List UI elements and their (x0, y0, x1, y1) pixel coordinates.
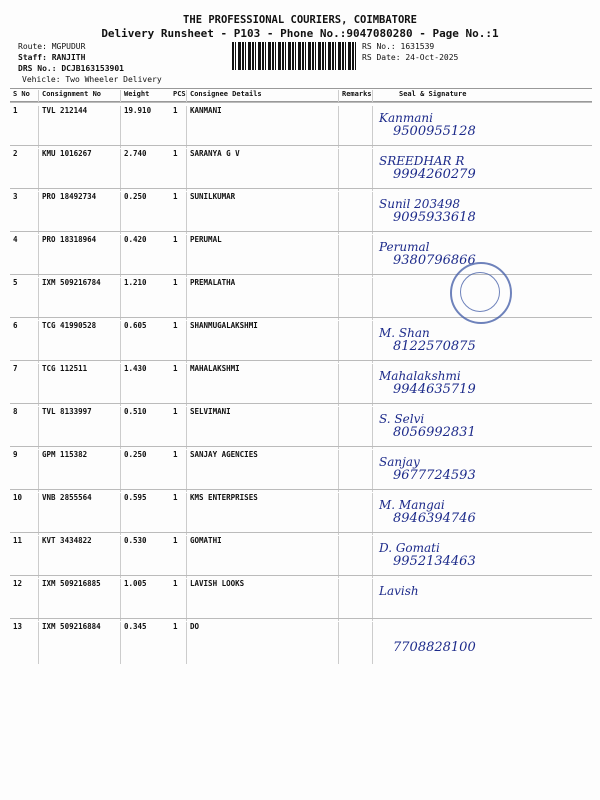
signature-cell (372, 106, 592, 148)
remarks (338, 149, 372, 191)
consignment-no: PRO 18318964 (38, 235, 120, 277)
signature-cell (372, 407, 592, 449)
handwritten-signature (379, 198, 476, 224)
consignment-no: IXM 509216884 (38, 622, 120, 664)
remarks (338, 536, 372, 578)
remarks (338, 450, 372, 492)
sno: 1 (13, 106, 18, 115)
consignee-name: GOMATHI (186, 536, 338, 578)
weight: 0.250 (120, 450, 170, 492)
signature-name: Perumal (379, 240, 430, 254)
route: Route: MGPUDUR (18, 42, 86, 51)
sno: 9 (13, 450, 18, 459)
handwritten-signature (379, 155, 476, 181)
signature-cell (372, 364, 592, 406)
consignee-name: PERUMAL (186, 235, 338, 277)
table-row (10, 446, 592, 489)
sno: 3 (13, 192, 18, 201)
signature-phone: 9095933618 (393, 210, 476, 225)
signature-name: Sunil 203498 (379, 197, 460, 211)
pcs: 1 (173, 407, 178, 416)
weight: 0.530 (120, 536, 170, 578)
consignee-name: KMS ENTERPRISES (186, 493, 338, 535)
handwritten-signature (379, 284, 393, 310)
signature-name: M. Shan (379, 326, 430, 340)
col-consignee: Consignee Details (186, 90, 338, 102)
signature-name: Sanjay (379, 455, 420, 469)
remarks (338, 321, 372, 363)
consignee-name: MAHALAKSHMI (186, 364, 338, 406)
weight: 0.605 (120, 321, 170, 363)
table-row (10, 231, 592, 274)
table-row (10, 489, 592, 532)
table-row (10, 403, 592, 446)
signature-phone: 9677724593 (393, 468, 476, 483)
handwritten-signature (379, 585, 419, 611)
runsheet-subtitle: Delivery Runsheet - P103 - Phone No.:9047080280 - Page No.:1 (101, 27, 499, 40)
remarks (338, 407, 372, 449)
signature-phone: 9380796866 (393, 253, 476, 268)
signature-cell (372, 192, 592, 234)
table-row (10, 532, 592, 575)
remarks (338, 235, 372, 277)
signature-phone: 9994260279 (393, 167, 476, 182)
consignment-no: PRO 18492734 (38, 192, 120, 234)
sno: 2 (13, 149, 18, 158)
pcs: 1 (173, 278, 178, 287)
drs-number: DRS No.: DCJB163153901 (18, 64, 124, 73)
consignment-no: TCG 112511 (38, 364, 120, 406)
sno: 4 (13, 235, 18, 244)
pcs: 1 (173, 321, 178, 330)
col-consignment: Consignment No (38, 90, 120, 102)
col-weight: Weight (120, 90, 170, 102)
consignee-name: SELVIMANI (186, 407, 338, 449)
seal-stamp (450, 262, 512, 324)
pcs: 1 (173, 235, 178, 244)
handwritten-signature (379, 241, 476, 267)
signature-cell (372, 579, 592, 621)
table-row (10, 102, 592, 145)
col-sno: S No (13, 90, 30, 98)
sno: 5 (13, 278, 18, 287)
table-row (10, 145, 592, 188)
table-header (10, 88, 592, 102)
pcs: 1 (173, 622, 178, 631)
consignee-name: PREMALATHA (186, 278, 338, 320)
pcs: 1 (173, 579, 178, 588)
remarks (338, 364, 372, 406)
table-row (10, 317, 592, 360)
weight: 0.345 (120, 622, 170, 664)
remarks (338, 579, 372, 621)
signature-phone: 9952134463 (393, 554, 476, 569)
pcs: 1 (173, 192, 178, 201)
handwritten-signature (379, 370, 476, 396)
signature-cell (372, 493, 592, 535)
consignee-name: KANMANI (186, 106, 338, 148)
signature-name: SREEDHAR R (379, 154, 465, 168)
signature-phone: 9500955128 (393, 124, 476, 139)
signature-cell (372, 321, 592, 363)
consignment-no: TCG 41990528 (38, 321, 120, 363)
consignee-name: LAVISH LOOKS (186, 579, 338, 621)
col-pcs: PCS (173, 90, 186, 98)
consignment-no: KMU 1016267 (38, 149, 120, 191)
consignment-no: VNB 2855564 (38, 493, 120, 535)
rs-number: RS No.: 1631539 (362, 42, 435, 51)
table-row (10, 188, 592, 231)
signature-name: Lavish (379, 584, 419, 598)
remarks (338, 192, 372, 234)
consignee-name: SARANYA G V (186, 149, 338, 191)
signature-name: S. Selvi (379, 412, 425, 426)
handwritten-signature (379, 542, 476, 568)
sno: 6 (13, 321, 18, 330)
remarks (338, 106, 372, 148)
signature-phone: 7708828100 (393, 640, 476, 655)
signature-phone: 8056992831 (393, 425, 476, 440)
sno: 10 (13, 493, 23, 502)
signature-name: Kanmani (379, 111, 433, 125)
table-row (10, 575, 592, 618)
weight: 0.595 (120, 493, 170, 535)
pcs: 1 (173, 106, 178, 115)
table-row (10, 360, 592, 403)
pcs: 1 (173, 493, 178, 502)
weight: 0.420 (120, 235, 170, 277)
consignee-name: SANJAY AGENCIES (186, 450, 338, 492)
company-title: THE PROFESSIONAL COURIERS, COIMBATORE (183, 14, 417, 26)
rs-date: RS Date: 24-Oct-2025 (362, 53, 459, 62)
consignment-no: KVT 3434822 (38, 536, 120, 578)
vehicle: Vehicle: Two Wheeler Delivery (22, 75, 162, 84)
consignee-name: DO (186, 622, 338, 664)
pcs: 1 (173, 450, 178, 459)
signature-phone: 8122570875 (393, 339, 476, 354)
col-signature: Seal & Signature (372, 90, 592, 102)
consignment-no: GPM 115382 (38, 450, 120, 492)
sno: 11 (13, 536, 23, 545)
pcs: 1 (173, 364, 178, 373)
signature-cell (372, 536, 592, 578)
handwritten-signature (379, 456, 476, 482)
weight: 19.910 (120, 106, 170, 148)
pcs: 1 (173, 149, 178, 158)
consignment-no: IXM 509216784 (38, 278, 120, 320)
signature-name: Mahalakshmi (379, 369, 461, 383)
remarks (338, 493, 372, 535)
handwritten-signature (379, 327, 476, 353)
runsheet-table (10, 88, 592, 661)
consignee-name: SHANMUGALAKSHMI (186, 321, 338, 363)
sno: 7 (13, 364, 18, 373)
weight: 1.005 (120, 579, 170, 621)
table-row (10, 618, 592, 661)
staff: Staff: RANJITH (18, 53, 86, 62)
handwritten-signature (379, 112, 476, 138)
consignment-no: TVL 212144 (38, 106, 120, 148)
signature-name: D. Gomati (379, 541, 440, 555)
signature-phone: 8946394746 (393, 511, 476, 526)
handwritten-signature (379, 628, 476, 654)
pcs: 1 (173, 536, 178, 545)
weight: 1.430 (120, 364, 170, 406)
consignee-name: SUNILKUMAR (186, 192, 338, 234)
weight: 0.510 (120, 407, 170, 449)
signature-phone: 9944635719 (393, 382, 476, 397)
sno: 12 (13, 579, 23, 588)
consignment-no: IXM 509216885 (38, 579, 120, 621)
remarks (338, 278, 372, 320)
consignment-no: TVL 8133997 (38, 407, 120, 449)
col-remarks: Remarks (338, 90, 372, 102)
barcode (232, 42, 358, 70)
weight: 2.740 (120, 149, 170, 191)
sno: 13 (13, 622, 23, 631)
signature-cell (372, 149, 592, 191)
handwritten-signature (379, 499, 476, 525)
weight: 1.210 (120, 278, 170, 320)
sno: 8 (13, 407, 18, 416)
weight: 0.250 (120, 192, 170, 234)
handwritten-signature (379, 413, 476, 439)
signature-cell (372, 622, 592, 664)
signature-cell (372, 450, 592, 492)
signature-name: M. Mangai (379, 498, 445, 512)
remarks (338, 622, 372, 664)
